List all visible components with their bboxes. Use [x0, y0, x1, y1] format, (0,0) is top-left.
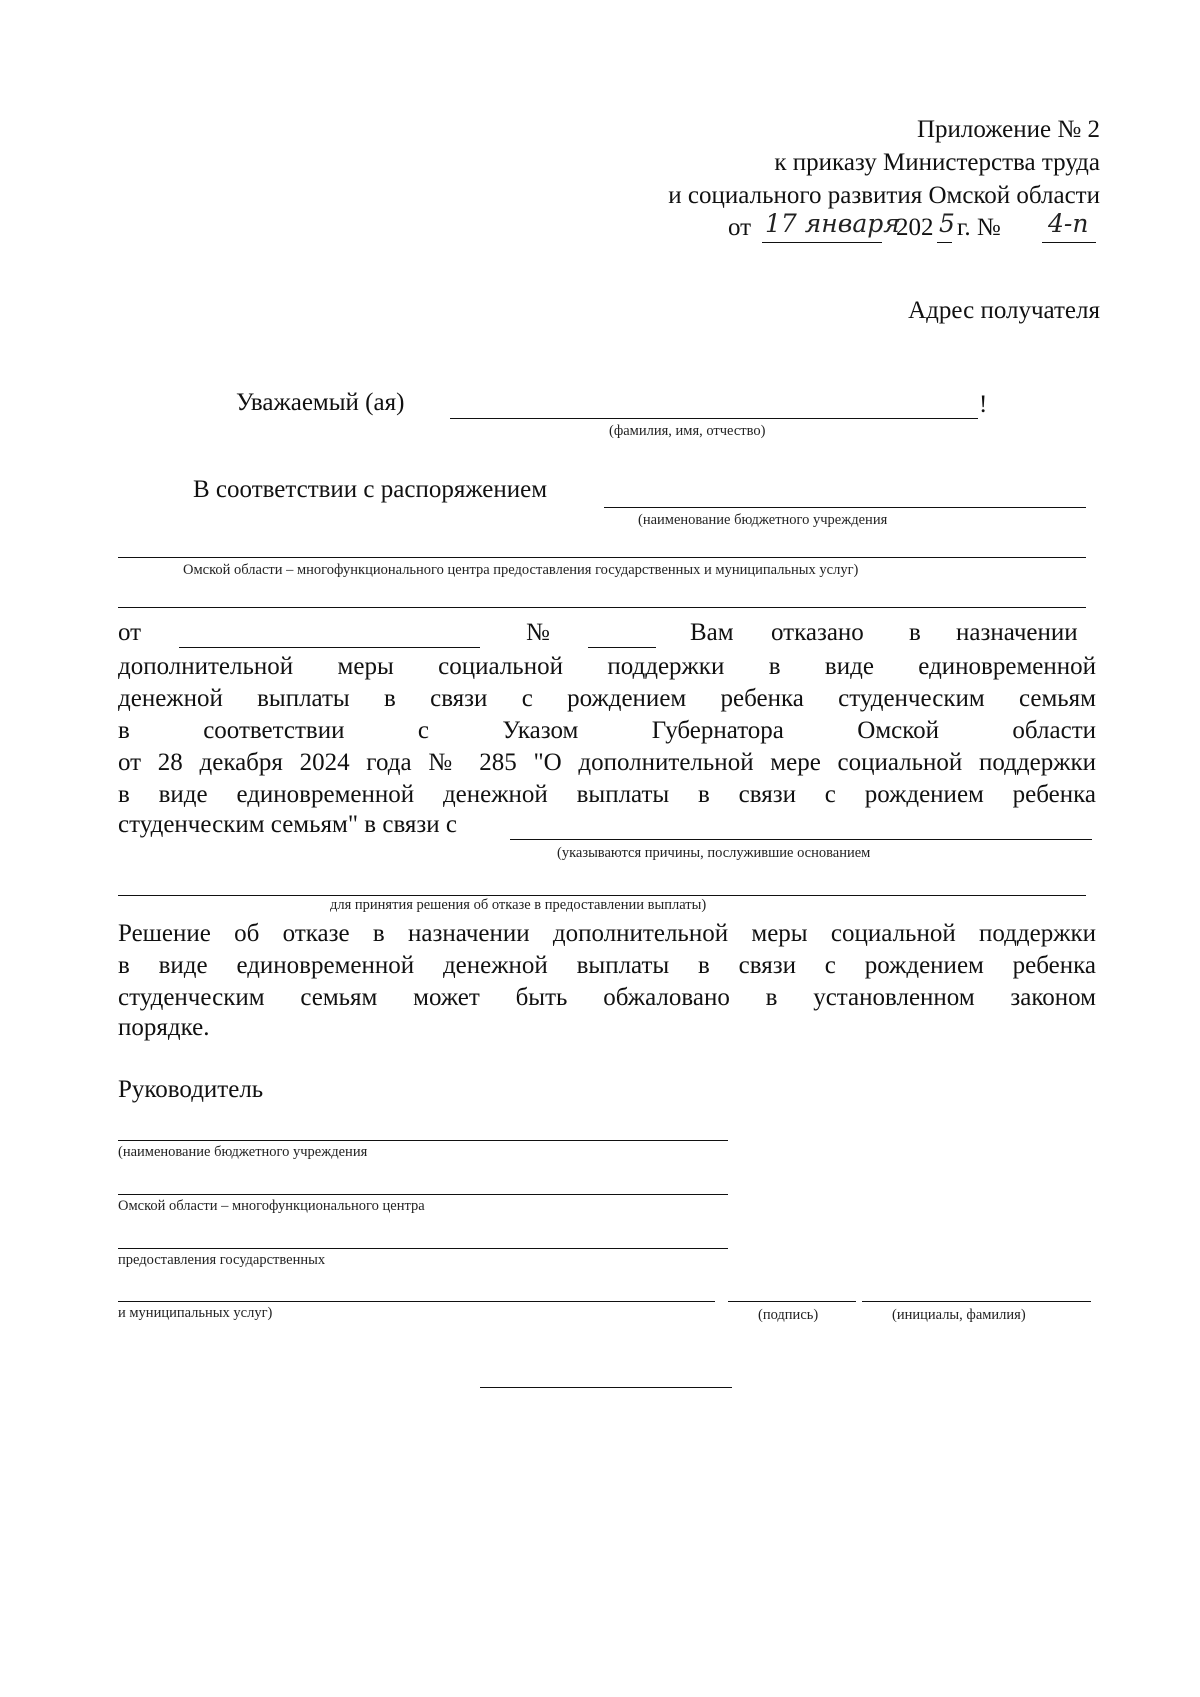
ministry-line: и социального развития Омской области — [668, 182, 1100, 209]
appeal-line-4: порядке. — [118, 1014, 210, 1041]
signature-caption-1: (наименование бюджетного учреждения — [118, 1144, 368, 1160]
order-reference-line: к приказу Министерства труда — [774, 149, 1100, 176]
signature-institution-line-2 — [118, 1194, 728, 1195]
decision-number-label: № — [526, 619, 550, 646]
signature-institution-line-1 — [118, 1140, 728, 1141]
main-paragraph-line-6: в виде единовременной денежной выплаты в связи с рождением ребенка — [118, 781, 1096, 808]
refusal-reason-line-1 — [510, 839, 1092, 840]
main-paragraph-line-2: дополнительной меры социальной поддержки в виде единовременной — [118, 653, 1096, 680]
closing-divider — [480, 1387, 732, 1388]
main-paragraph-line-1 — [118, 619, 1096, 653]
year-prefix: 202 — [896, 214, 934, 241]
initials-caption: (инициалы, фамилия) — [892, 1307, 1026, 1323]
main-paragraph-line-7: студенческим семьям" в связи с — [118, 811, 458, 838]
appeal-line-3: студенческим семьям может быть обжаловано в установленном законом — [118, 984, 1096, 1011]
handwritten-date: 17 января — [765, 209, 900, 238]
main-paragraph-line-3: денежной выплаты в связи с рождением ребенка студенческим семьям — [118, 685, 1096, 712]
recipient-address-label: Адрес получателя — [908, 297, 1100, 324]
signature-caption-2: Омской области – многофункционального центра — [118, 1198, 425, 1214]
appeal-line-1: Решение об отказе в назначении дополнительной меры социальной поддержки — [118, 920, 1096, 947]
number-underline — [1042, 242, 1096, 243]
refusal-reason-caption-1: (указываются причины, послужившие основанием — [557, 845, 871, 861]
number-label: г. № — [957, 214, 1001, 241]
from-prefix: от — [728, 214, 752, 241]
signature-institution-line-3 — [118, 1248, 728, 1249]
appeal-line-2: в виде единовременной денежной выплаты в связи с рождением ребенка — [118, 952, 1096, 979]
signature-line — [728, 1301, 856, 1302]
decision-number-line — [588, 647, 656, 648]
main-word-2: отказано — [771, 619, 864, 646]
institution-caption-2: Омской области – многофункционального центра предоставления государственных и муниципальных услуг) — [183, 562, 859, 578]
main-word-1: Вам — [690, 619, 734, 646]
institution-name-line-1 — [604, 507, 1086, 508]
refusal-reason-caption-2: для принятия решения об отказе в предоставлении выплаты) — [330, 897, 707, 913]
institution-name-line-3 — [118, 607, 1086, 608]
main-paragraph-line-4: в соответствии с Указом Губернатора Омской области — [118, 717, 1096, 744]
institution-name-line-2 — [118, 557, 1086, 558]
signature-caption-3: предоставления государственных — [118, 1252, 326, 1268]
initials-line — [862, 1301, 1091, 1302]
main-word-4: назначении — [956, 619, 1078, 646]
main-word-3: в — [909, 619, 921, 646]
main-paragraph-line-5: от 28 декабря 2024 года № 285 "О дополнительной мере социальной поддержки — [118, 749, 1096, 776]
signature-institution-line-4 — [118, 1301, 715, 1302]
handwritten-year-digit: 5 — [939, 209, 955, 238]
from-label: от — [118, 619, 142, 646]
recipient-name-line — [450, 418, 978, 419]
refusal-reason-line-2 — [118, 895, 1086, 896]
decision-date-line — [179, 647, 480, 648]
greeting-label: Уважаемый (ая) — [236, 389, 405, 416]
main-paragraph-body — [118, 651, 1096, 811]
date-underline — [762, 242, 882, 243]
recipient-name-caption: (фамилия, имя, отчество) — [609, 423, 766, 439]
signature-caption: (подпись) — [758, 1307, 819, 1323]
order-date-line — [728, 211, 1100, 247]
institution-caption-1: (наименование бюджетного учреждения — [638, 512, 888, 528]
year-underline — [937, 242, 952, 243]
handwritten-order-number: 4-п — [1048, 209, 1089, 238]
order-intro-text: В соответствии с распоряжением — [193, 476, 548, 503]
signature-head-label: Руководитель — [118, 1076, 264, 1103]
greeting-exclamation: ! — [979, 391, 988, 418]
signature-caption-4: и муниципальных услуг) — [118, 1305, 273, 1321]
appendix-title: Приложение № 2 — [916, 116, 1100, 143]
appeal-paragraph — [118, 918, 1096, 1014]
